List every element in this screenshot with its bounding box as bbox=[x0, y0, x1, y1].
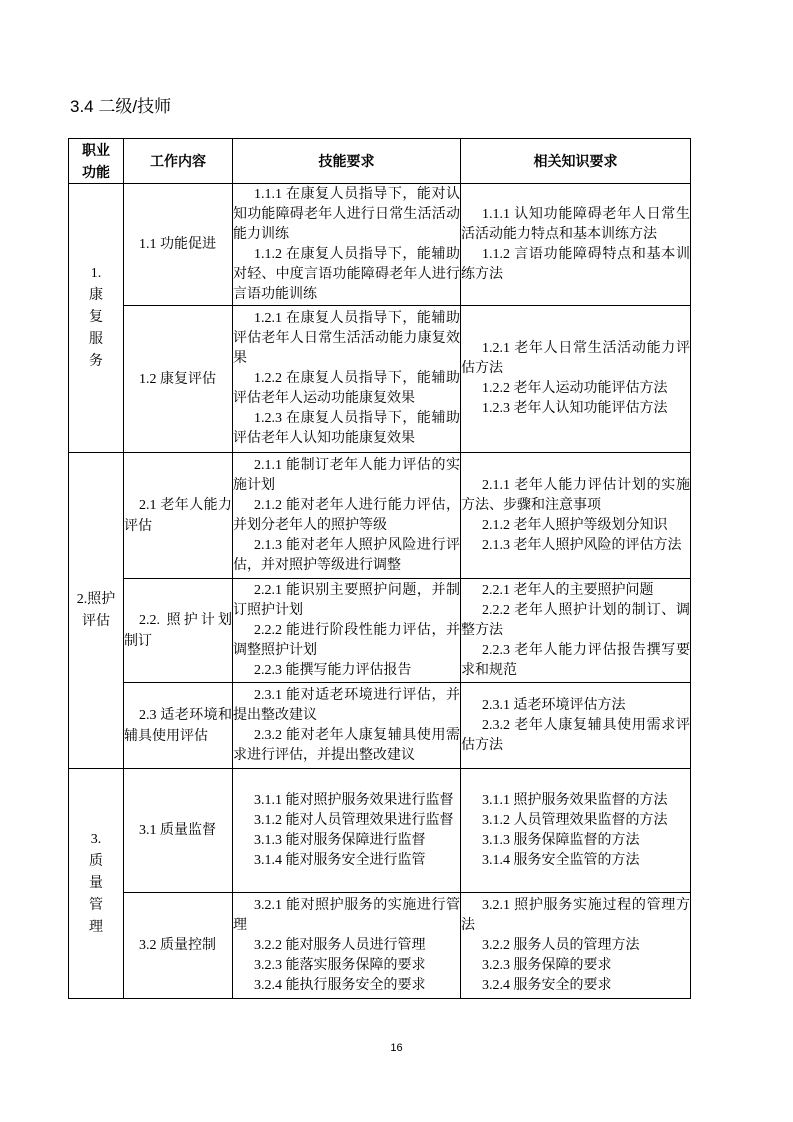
skill-cell bbox=[233, 769, 461, 893]
knowledge-item: 1.2.2 老年人运动功能评估方法 bbox=[482, 381, 668, 396]
skill-item: 1.2.1 在康复人员指导下，能辅助评估老年人日常生活活动能力康复效果 bbox=[233, 311, 460, 366]
header-skill-requirements: 技能要求 bbox=[233, 139, 461, 184]
knowledge-item: 2.2.3 老年人能力评估报告撰写要求和规范 bbox=[461, 642, 690, 678]
table-row bbox=[69, 306, 691, 453]
skill-cell bbox=[233, 893, 461, 999]
knowledge-item: 3.1.3 服务保障监督的方法 bbox=[482, 832, 640, 848]
skill-item: 1.2.2 在康复人员指导下，能辅助评估老年人运动功能康复效果 bbox=[233, 371, 460, 406]
header-knowledge-requirements: 相关知识要求 bbox=[461, 139, 691, 184]
header-work-content: 工作内容 bbox=[124, 139, 233, 184]
knowledge-item: 1.2.3 老年人认知功能评估方法 bbox=[482, 401, 668, 416]
work-content-label: 2.3 适老环境和辅具使用评估 bbox=[124, 707, 232, 744]
knowledge-item: 3.2.2 服务人员的管理方法 bbox=[482, 937, 640, 953]
skill-item: 2.1.3 能对老年人照护风险进行评估，并对照护等级进行调整 bbox=[233, 537, 460, 573]
function-cell bbox=[69, 184, 124, 453]
knowledge-cell bbox=[461, 579, 691, 683]
work-content-cell bbox=[124, 184, 233, 306]
work-content-label: 3.1 质量监督 bbox=[139, 823, 216, 838]
page-number: 16 bbox=[390, 1042, 403, 1054]
work-content-cell bbox=[124, 893, 233, 999]
table-row bbox=[69, 453, 691, 579]
knowledge-item: 2.1.3 老年人照护风险的评估方法 bbox=[482, 537, 682, 553]
work-content-label: 2.2. 照护计划制订 bbox=[124, 612, 232, 649]
knowledge-cell bbox=[461, 769, 691, 893]
skill-item: 2.3.1 能对适老环境进行评估，并提出整改建议 bbox=[233, 687, 460, 723]
skill-item: 3.1.4 能对服务安全进行监管 bbox=[254, 852, 426, 868]
function-label: 3.质量管理 bbox=[89, 831, 103, 935]
skill-cell bbox=[233, 683, 461, 769]
knowledge-item: 2.1.2 老年人照护等级划分知识 bbox=[482, 517, 668, 533]
function-cell bbox=[69, 769, 124, 999]
skill-item: 3.2.4 能执行服务安全的要求 bbox=[254, 977, 426, 993]
skill-cell bbox=[233, 453, 461, 579]
knowledge-item: 2.3.2 老年人康复辅具使用需求评估方法 bbox=[461, 717, 690, 753]
section-heading: 3.4 二级/技师 bbox=[70, 97, 172, 116]
skill-item: 2.2.3 能撰写能力评估报告 bbox=[254, 662, 412, 678]
knowledge-cell bbox=[461, 683, 691, 769]
skill-item: 2.1.1 能制订老年人能力评估的实施计划 bbox=[233, 457, 460, 493]
work-content-label: 1.2 康复评估 bbox=[139, 371, 216, 387]
skill-standard-table bbox=[68, 138, 691, 999]
table-row bbox=[69, 184, 691, 306]
knowledge-cell bbox=[461, 893, 691, 999]
skill-item: 2.2.1 能识别主要照护问题，并制订照护计划 bbox=[233, 582, 460, 618]
knowledge-item: 1.2.1 老年人日常生活活动能力评估方法 bbox=[461, 341, 690, 376]
table-row bbox=[69, 893, 691, 999]
skill-cell bbox=[233, 306, 461, 453]
work-content-label: 2.1 老年人能力评估 bbox=[124, 497, 232, 534]
knowledge-cell bbox=[461, 184, 691, 306]
function-label: 2.照护评估 bbox=[76, 591, 116, 629]
skill-cell bbox=[233, 184, 461, 306]
skill-item: 2.3.2 能对老年人康复辅具使用需求进行评估，并提出整改建议 bbox=[233, 727, 460, 763]
knowledge-item: 2.2.1 老年人的主要照护问题 bbox=[482, 582, 654, 598]
knowledge-item: 3.1.2 人员管理效果监督的方法 bbox=[482, 812, 668, 828]
knowledge-item: 2.1.1 老年人能力评估计划的实施方法、步骤和注意事项 bbox=[461, 477, 690, 513]
work-content-cell bbox=[124, 769, 233, 893]
skill-item: 2.2.2 能进行阶段性能力评估，并调整照护计划 bbox=[233, 622, 460, 658]
table-header-row bbox=[69, 139, 691, 184]
skill-item: 3.1.3 能对服务保障进行监督 bbox=[254, 832, 426, 848]
skill-item: 3.1.2 能对人员管理效果进行监督 bbox=[254, 812, 454, 828]
skill-item: 1.2.3 在康复人员指导下，能辅助评估老年人认知功能康复效果 bbox=[233, 411, 460, 446]
function-label: 1.康复服务 bbox=[89, 266, 103, 369]
knowledge-item: 1.1.1 认知功能障碍老年人日常生活活动能力特点和基本训练方法 bbox=[461, 206, 690, 242]
skill-item: 1.1.2 在康复人员指导下，能辅助对轻、中度言语功能障碍老年人进行言语功能训练 bbox=[233, 246, 460, 302]
skill-item: 3.1.1 能对照护服务效果进行监督 bbox=[254, 792, 454, 808]
skill-item: 3.2.3 能落实服务保障的要求 bbox=[254, 957, 426, 973]
work-content-label: 1.1 功能促进 bbox=[139, 237, 216, 252]
knowledge-item: 3.1.1 照护服务效果监督的方法 bbox=[482, 792, 668, 808]
knowledge-item: 3.2.3 服务保障的要求 bbox=[482, 957, 612, 973]
work-content-cell bbox=[124, 306, 233, 453]
header-function: 职业功能 bbox=[69, 139, 124, 184]
skill-item: 2.1.2 能对老年人进行能力评估，并划分老年人的照护等级 bbox=[233, 497, 460, 533]
work-content-cell bbox=[124, 453, 233, 579]
table-row bbox=[69, 683, 691, 769]
work-content-label: 3.2 质量控制 bbox=[139, 938, 216, 953]
knowledge-item: 1.1.2 言语功能障碍特点和基本训练方法 bbox=[461, 246, 690, 282]
skill-item: 3.2.1 能对照护服务的实施进行管理 bbox=[233, 897, 460, 933]
knowledge-item: 3.2.4 服务安全的要求 bbox=[482, 977, 612, 993]
table-row bbox=[69, 769, 691, 893]
work-content-cell bbox=[124, 683, 233, 769]
knowledge-cell bbox=[461, 306, 691, 453]
knowledge-item: 3.2.1 照护服务实施过程的管理方法 bbox=[461, 897, 690, 933]
knowledge-item: 2.3.1 适老环境评估方法 bbox=[482, 697, 626, 713]
knowledge-cell bbox=[461, 453, 691, 579]
skill-item: 1.1.1 在康复人员指导下，能对认知功能障碍老年人进行日常生活活动能力训练 bbox=[233, 186, 460, 242]
work-content-cell bbox=[124, 579, 233, 683]
knowledge-item: 2.2.2 老年人照护计划的制订、调整方法 bbox=[461, 602, 690, 638]
knowledge-item: 3.1.4 服务安全监管的方法 bbox=[482, 852, 640, 868]
table-row bbox=[69, 579, 691, 683]
skill-item: 3.2.2 能对服务人员进行管理 bbox=[254, 937, 426, 953]
skill-cell bbox=[233, 579, 461, 683]
function-cell bbox=[69, 453, 124, 769]
